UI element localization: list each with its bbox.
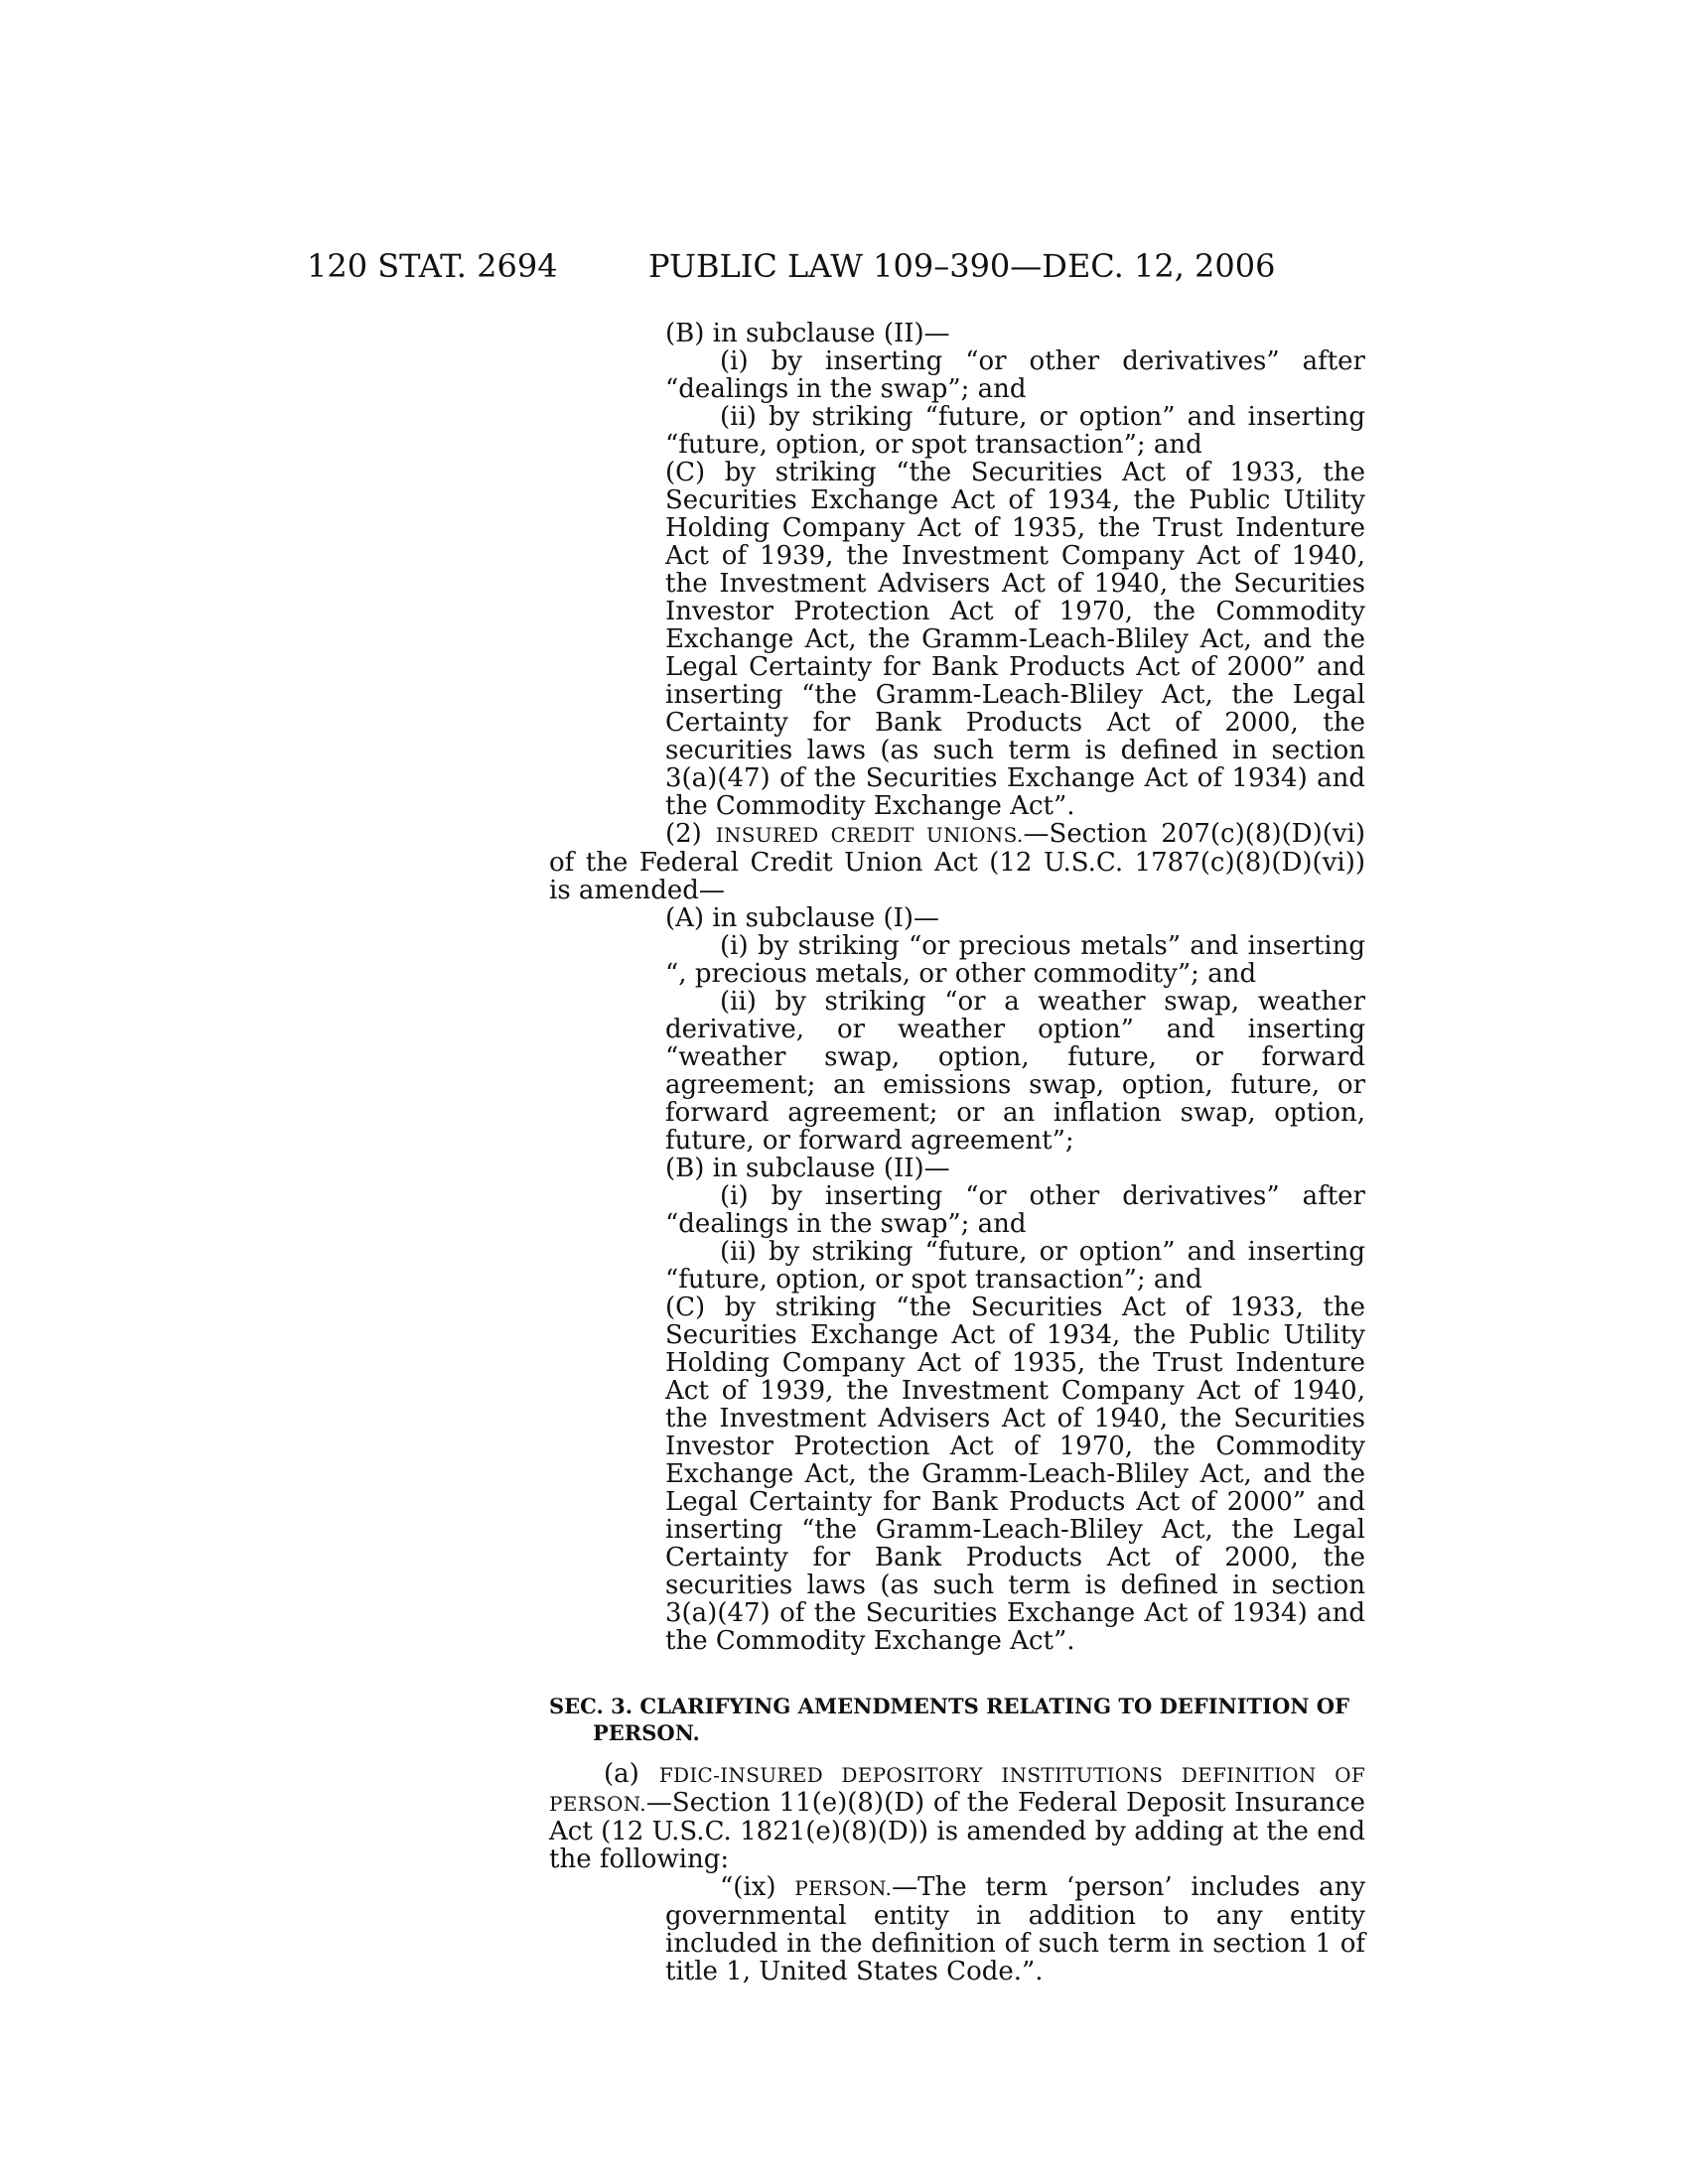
paragraph-ii-striking-second: (ii) by striking “future, or option” and inserting “future, option, or spot transaction”; and: [665, 1237, 1365, 1295]
paragraph-i-precious-metals: (i) by striking “or precious metals” and inserting “, precious metals, or other commodity”; and: [665, 931, 1365, 989]
section-3-heading: SEC. 3. CLARIFYING AMENDMENTS RELATING TO DEFINITION OF PERSON.: [549, 1694, 1349, 1745]
paragraph-c-striking-securities: [665, 459, 1365, 820]
paragraph-a-number: (a): [604, 1759, 639, 1789]
paragraph-a-subclause-i: (A) in subclause (I)—: [665, 903, 940, 933]
paragraph-c-striking-securities-second: (C) by striking “the Securities Act of 1933, the Securities Exchange Act of 1934, the Public Utility Holding Company Act of 1935, the Trust Indenture Act of 1939, the Investment Company Act of 1940, the Investment Advisers Act of 1940, the Securities Investor Protection Act of 1970, the Commodity Exchange Act, the Gramm-Leach-Bliley Act, and the Legal Certainty for Bank Products Act of 2000” and inserting “the Gramm-Leach-Bliley Act, the Legal Certainty for Bank Products Act of 2000, the securities laws (as such term is defined in section 3(a)(47) of the Securities Exchange Act of 1934) and the Commodity Exchange Act”.: [665, 1293, 1365, 1656]
paragraph-2-text: —Section 207(c)(8)(D)(vi) of the Federal Credit Union Act (12 U.S.C. 1787(c)(8)(D)(vi)) is amended—: [549, 819, 1366, 905]
paragraph-2-heading: INSURED CREDIT UNIONS.: [715, 823, 1024, 847]
paragraph-ii-striking: (ii) by striking “future, or option” and inserting “future, option, or spot transaction”; and: [665, 402, 1365, 460]
paragraph-a-heading: FDIC-INSURED DEPOSITORY INSTITUTIONS DEFINITION OF PERSON.: [549, 1763, 1365, 1816]
page-stat-number: 120 STAT. 2694: [307, 247, 558, 285]
paragraph-ix-person: [665, 1873, 1365, 1985]
paragraph-2-number: (2): [665, 819, 702, 849]
paragraph-a-fdic-insured: [549, 1760, 1365, 1873]
paragraph-2-insured-credit-unions: [549, 820, 1365, 904]
document-body: [549, 320, 1365, 1985]
paragraph-i-inserting: (i) by inserting “or other derivatives” after “dealings in the swap”; and: [665, 346, 1365, 404]
paragraph-a-text: —Section 11(e)(8)(D) of the Federal Deposit Insurance Act (12 U.S.C. 1821(e)(8)(D)) is amended by adding at the end the following:: [549, 1788, 1365, 1874]
paragraph-ix-text: —The term ‘person’ includes any governmental entity in addition to any entity included in the definition of such term in section 1 of title 1, United States Code.”.: [665, 1872, 1366, 1986]
paragraph-c-text: (C) by striking “the Securities Act of 1933, the Securities Exchange Act of 1934, the Public Utility Holding Company Act of 1935, the Trust Indenture Act of 1939, the Investment Company Act of 1940, the Investment Advisers Act of 1940, the Securities Investor Protection Act of 1970, the Commodity Exchange Act, the Gramm-Leach-Bliley Act, and the Legal Certainty for Bank Products Act of 2000” and inserting “the Gramm-Leach-Bliley Act, the Legal Certainty for Bank Products Act of 2000, the securities laws (as such term is defined in section 3(a)(47) of the Securities Exchange Act of 1934) and the Commodity Exchange Act”.: [665, 458, 1365, 821]
paragraph-i-inserting-second: (i) by inserting “or other derivatives” after “dealings in the swap”; and: [665, 1181, 1365, 1239]
paragraph-b-subclause-ii: (B) in subclause (II)—: [665, 319, 950, 348]
paragraph-ix-heading: PERSON.: [794, 1876, 893, 1900]
paragraph-ix-number: “(ix): [720, 1872, 776, 1902]
running-header: PUBLIC LAW 109–390—DEC. 12, 2006: [648, 247, 1276, 285]
paragraph-b-subclause-ii-second: (B) in subclause (II)—: [665, 1154, 950, 1183]
paragraph-ii-weather-swap: (ii) by striking “or a weather swap, weather derivative, or weather option” and inserting “weather swap, option, future, or forward agreement; an emissions swap, option, future, or forward agreement; or an inflation swap, option, future, or forward agreement”;: [665, 987, 1365, 1156]
